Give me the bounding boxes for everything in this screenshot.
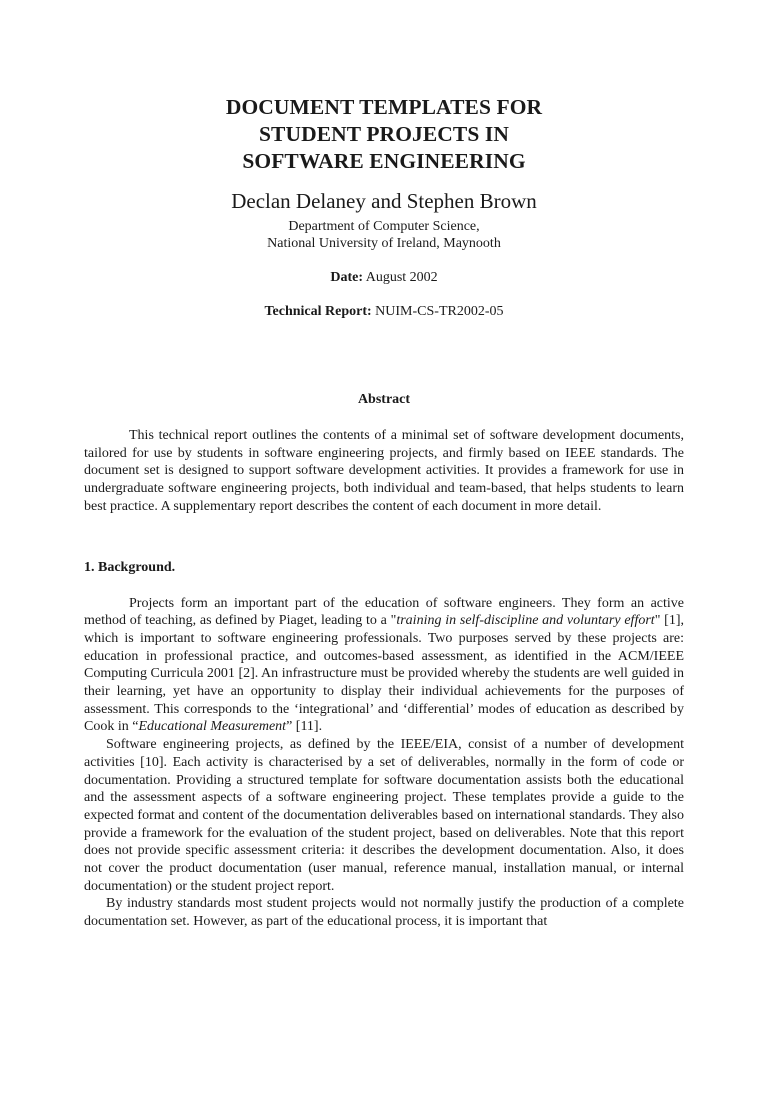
abstract-heading: Abstract: [357, 392, 411, 407]
affiliation-department: Department of Computer Science,: [288, 219, 480, 234]
background-p1-part-c: ” [11].: [286, 719, 323, 735]
background-p1-quote: training in self-discipline and voluntary effort: [396, 613, 655, 629]
date-value: August 2002: [365, 270, 438, 285]
affiliation-university: National University of Ireland, Maynooth: [267, 236, 501, 251]
authors: Declan Delaney and Stephen Brown: [231, 189, 537, 213]
section-heading-background: 1. Background.: [84, 559, 176, 575]
date-line: [84, 269, 684, 286]
background-paragraph-1: [84, 595, 684, 737]
background-p1-book-title: Educational Measurement: [138, 719, 287, 735]
date-label: Date:: [330, 270, 363, 285]
document-page: [0, 94, 768, 1118]
technical-report-value: NUIM-CS-TR2002-05: [375, 304, 504, 319]
title-line-3: SOFTWARE ENGINEERING: [242, 149, 526, 173]
affiliation: [84, 218, 684, 252]
background-p1-part-b: " [1], which is important to software engineering professionals. Two purposes served by these projects are: education in professional practice, and outcomes-based assessment, as identified in the ACM/IEEE Computing Curricula 2001 [2]. An infrastructure must be provided whereby the students are well guided in their learning, yet have an opportunity to display their individual achievements for the purposes of assessment. This corresponds to the ‘integrational’ and ‘differential’ modes of education as described by Cook in “: [84, 613, 684, 735]
abstract-text: This technical report outlines the contents of a minimal set of software development documents, tailored for use by students in software engineering projects, and firmly based on IEEE standards. The document set is designed to support software development activities. It provides a framework for use in undergraduate software engineering projects, both individual and team-based, that helps students to learn best practice. A supplementary report describes the content of each document in more detail.: [84, 428, 684, 514]
background-paragraph-3: By industry standards most student projects would not normally justify the production of a complete documentation set. However, as part of the educational process, it is important that: [84, 896, 684, 930]
background-paragraph-2: Software engineering projects, as defined by the IEEE/EIA, consist of a number of development activities [10]. Each activity is characterised by a set of deliverables, normally in the form of code or documentation. Providing a structured template for software documentation assists both the educational and the assessment aspects of a software engineering project. These templates provide a guide to the expected format and content of the documentation deliverables based on international standards. They also provide a framework for the evaluation of the student project, based on deliverables. Note that this report does not provide specific assessment criteria: it describes the development documentation. Also, it does not cover the product documentation (user manual, reference manual, installation manual, or internal documentation) or the student project report.: [84, 737, 684, 894]
technical-report-label: Technical Report:: [264, 304, 372, 319]
background-p1-part-a: Projects form an important part of the education of software engineers. They form an active method of teaching, as defined by Piaget, leading to a ": [84, 595, 684, 629]
paper-title: [84, 94, 684, 175]
title-line-1: DOCUMENT TEMPLATES FOR: [225, 95, 543, 119]
title-line-2: STUDENT PROJECTS IN: [258, 122, 509, 146]
technical-report-line: [84, 303, 684, 320]
